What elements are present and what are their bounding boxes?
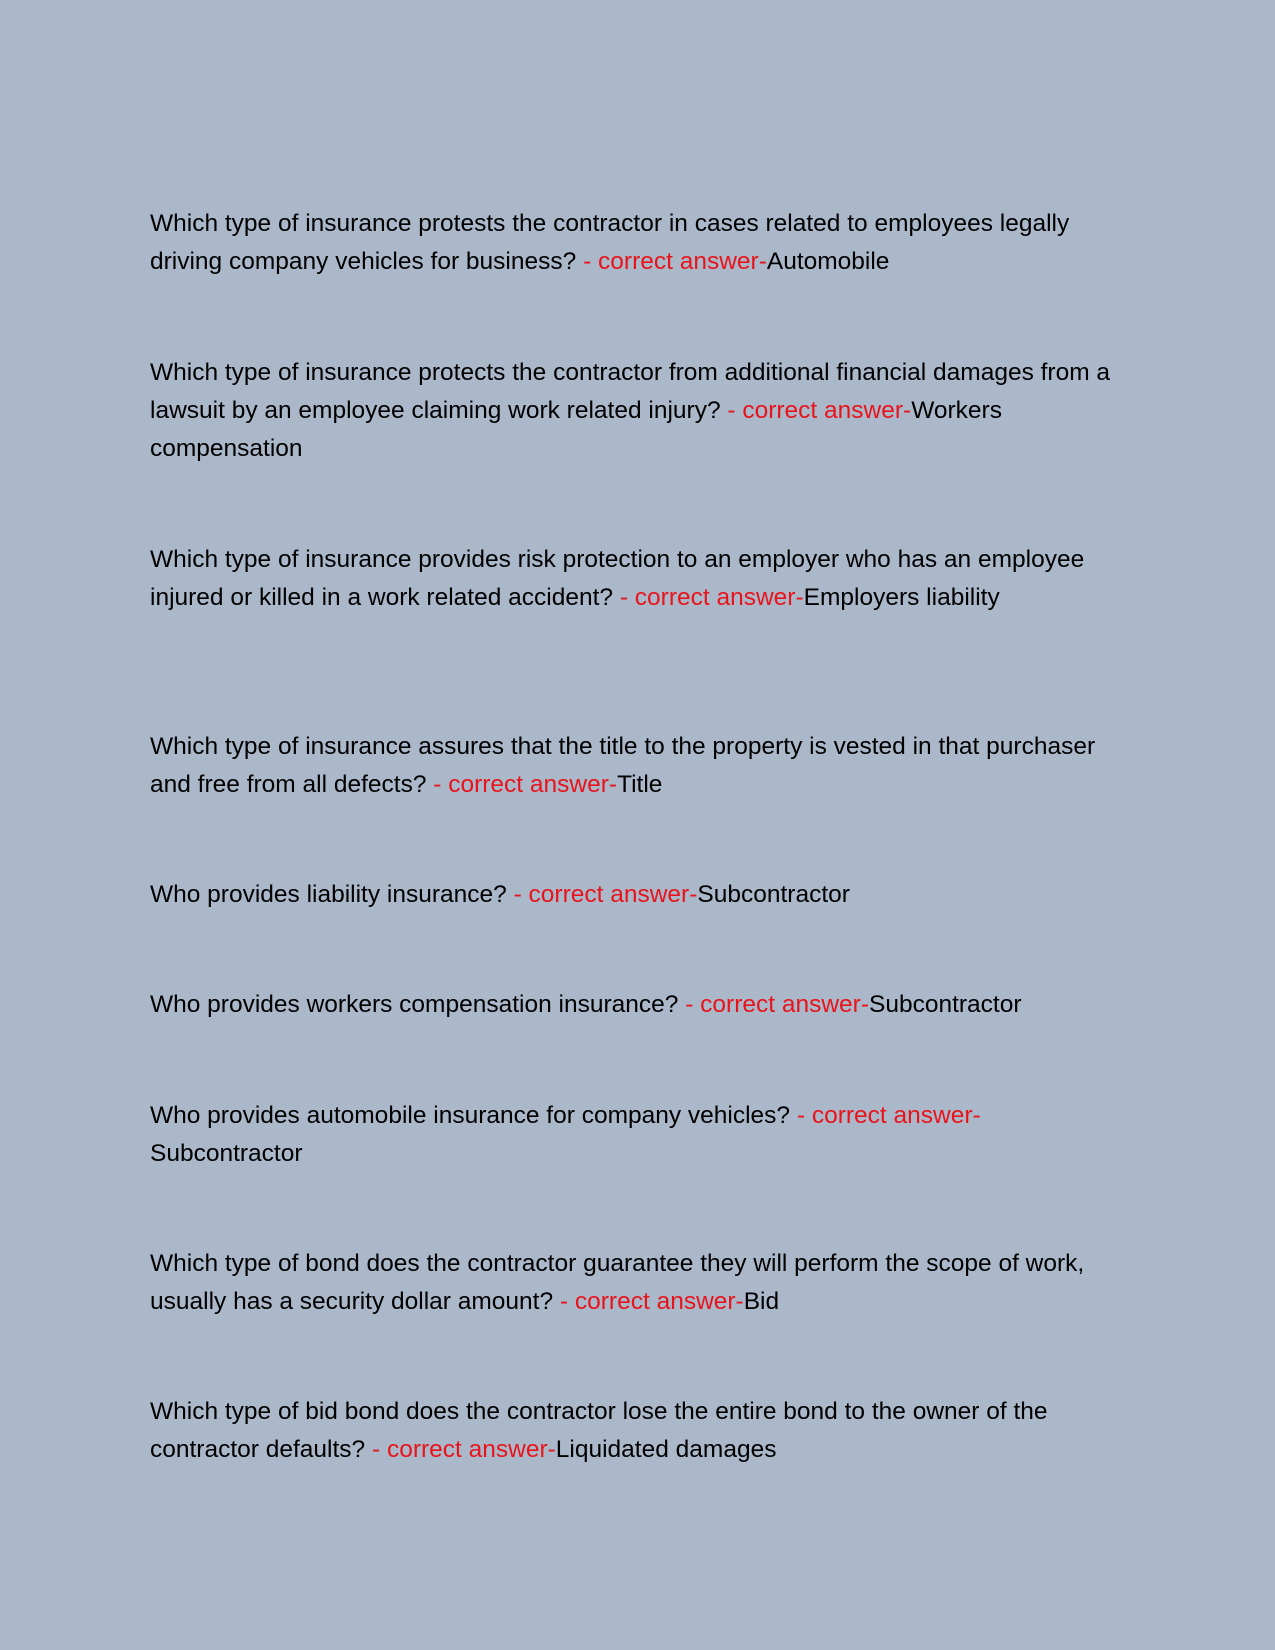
question-text: Which type of bond does the contractor guarantee they will perform the scope of work, usually has a security dollar amount?	[150, 1250, 1085, 1315]
qa-item-4	[150, 728, 1130, 804]
qa-item-8	[150, 1245, 1130, 1321]
correct-answer-marker: - correct answer-	[685, 991, 869, 1018]
qa-item-5	[150, 876, 1130, 914]
question-text: Who provides workers compensation insurance?	[150, 991, 679, 1018]
correct-answer-marker: - correct answer-	[727, 397, 912, 424]
answer-text: Bid	[743, 1288, 780, 1315]
answer-text: Liquidated damages	[555, 1436, 777, 1463]
correct-answer-marker: - correct answer-	[513, 881, 698, 908]
question-text: Which type of insurance assures that the title to the property is vested in that purchaser and free from all defects?	[150, 733, 1096, 798]
correct-answer-marker: - correct answer-	[559, 1288, 744, 1315]
question-text: Which type of insurance protests the contractor in cases related to employees legally driving company vehicles for business?	[150, 210, 1070, 275]
question-text: Which type of insurance protects the contractor from additional financial damages from a lawsuit by an employee claiming work related injury?	[150, 359, 1111, 424]
qa-item-7	[150, 1097, 1130, 1173]
correct-answer-marker: - correct answer-	[619, 584, 804, 611]
qa-item-6	[150, 986, 1130, 1024]
question-text: Who provides automobile insurance for company vehicles?	[150, 1102, 791, 1129]
answer-text: Subcontractor	[697, 881, 850, 908]
answer-text: Workers compensation	[150, 397, 1002, 462]
answer-text: Title	[617, 771, 663, 798]
qa-item-2	[150, 354, 1130, 468]
qa-item-3	[150, 541, 1130, 617]
answer-text: Subcontractor	[868, 991, 1022, 1018]
question-text: Which type of insurance provides risk protection to an employer who has an employee injured or killed in a work related accident?	[150, 546, 1085, 611]
answer-text: Subcontractor	[150, 1140, 303, 1167]
qa-item-1	[150, 205, 1130, 281]
question-text: Who provides liability insurance?	[150, 881, 507, 908]
qa-item-9	[150, 1393, 1130, 1469]
correct-answer-marker: - correct answer-	[796, 1102, 981, 1129]
answer-text: Employers liability	[803, 584, 1000, 611]
correct-answer-marker: - correct answer-	[583, 248, 767, 275]
correct-answer-marker: - correct answer-	[433, 771, 618, 798]
correct-answer-marker: - correct answer-	[372, 1436, 556, 1463]
question-text: Which type of bid bond does the contractor lose the entire bond to the owner of the contractor defaults?	[150, 1398, 1048, 1463]
answer-text: Automobile	[766, 248, 890, 275]
